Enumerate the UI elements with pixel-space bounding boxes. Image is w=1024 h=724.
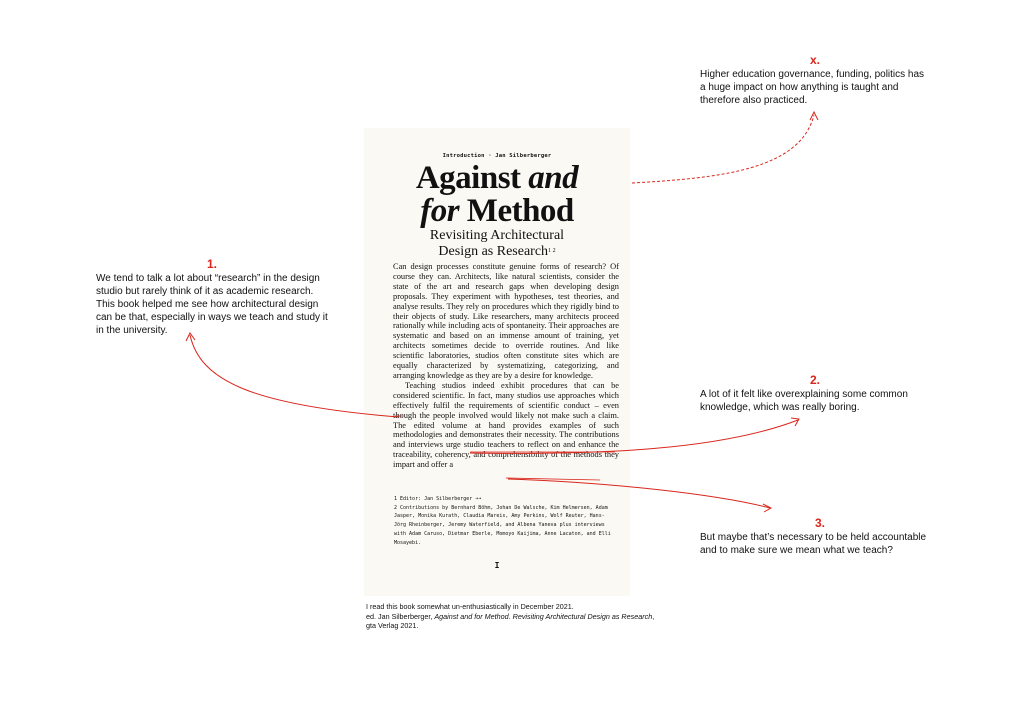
annotation-text: We tend to talk a lot about “research” in the design studio but rarely think of it as academic research. This book helped me see how architectural design can be that, especially in ways we teach and study it in the university. [96, 273, 328, 336]
footnote: 1 Editor: Jan Silberberger ➔➔ [394, 496, 482, 502]
arrow-x [632, 115, 814, 183]
body-text [393, 262, 619, 470]
footnote: 2 Contributions by Bernhard Böhm, Johan De Walsche, Kim Helmersen, Adam Jasper, Monika Kurath, Claudia Mareis, Amy Perkins, Wolf Reuter, Hans-Jörg Rheinberger, Jeremy Waterfield, and Albena Yaneva plus interviews with Adam Caruso, Dietmar Eberle, Momoyo Kaijima, Anne Lacaton, and Elli Mosayebi. [394, 504, 611, 546]
paragraph: Teaching studios indeed exhibit procedures that can be considered scientific. In fact, many studios use approaches which effectively fulfil the requirements of scientific conduct – even though the people involved would likely not make such a claim. The edited volume at hand provides examples of such methodologies and demonstrates their necessity. The contributions and interviews urge studio teachers to reflect on and enhance the traceability, coherency, and comprehensibility of the methods they impart and offer a [393, 380, 619, 470]
arrow-3-head [763, 504, 771, 512]
page-header: Introduction · Jan Silberberger [442, 153, 552, 159]
annotation-text: But maybe that’s necessary to be held accountable and to make sure we mean what we teach? [700, 532, 927, 556]
caption-citation: ed. Jan Silberberger, Against and for Method. Revisiting Architectural Design as Research, gta Verlag 2021. [366, 611, 655, 631]
caption [366, 602, 666, 631]
title-line1: Against and [415, 160, 579, 196]
page-number: I [494, 561, 500, 570]
title-line2: for Method [420, 193, 574, 229]
annotation-number: 2. [809, 373, 820, 387]
book-subtitle: Revisiting Architectural Design as Research$^{1 2}$ [429, 228, 565, 259]
book-page [364, 128, 630, 596]
caption-line1: I read this book somewhat un-enthusiastically in December 2021. [366, 602, 574, 611]
footnotes [394, 495, 614, 547]
footnote-refs: 1 2 [548, 248, 556, 254]
arrow-2-head [791, 418, 799, 426]
annotation-x [700, 54, 930, 107]
annotation-text: Higher education governance, funding, politics has a huge impact on how anything is taught and therefore also practiced. [700, 69, 925, 106]
annotation-3 [700, 517, 940, 557]
annotation-number: 3. [814, 516, 825, 530]
annotation-number: x. [809, 53, 820, 67]
annotation-number: 1. [206, 257, 217, 271]
annotation-text: A lot of it felt like overexplaining some common knowledge, which was really boring. [700, 389, 908, 413]
arrow-x-head [810, 112, 818, 120]
paragraph: Can design processes constitute genuine forms of research? Of course they can. Architects, like natural scientists, consider the state of the art and research gaps when developing design proposals. They experiment with hypotheses, test theories, and analyse results. They rely on procedures which they rigidly bind to their objects of study. Like researchers, many architects proceed rationally while including acts of spontaneity. Their approaches are systematic and based on an immense amount of training, yet architects sometimes decide to override routines. And like scientific laboratories, studios often constitute sites which are equally characterized by systematizing, categorizing, and arranging knowledge as they are by a desire for knowledge. [393, 262, 619, 380]
book-title [364, 162, 630, 228]
annotation-2 [700, 374, 930, 414]
annotation-1 [96, 258, 328, 337]
